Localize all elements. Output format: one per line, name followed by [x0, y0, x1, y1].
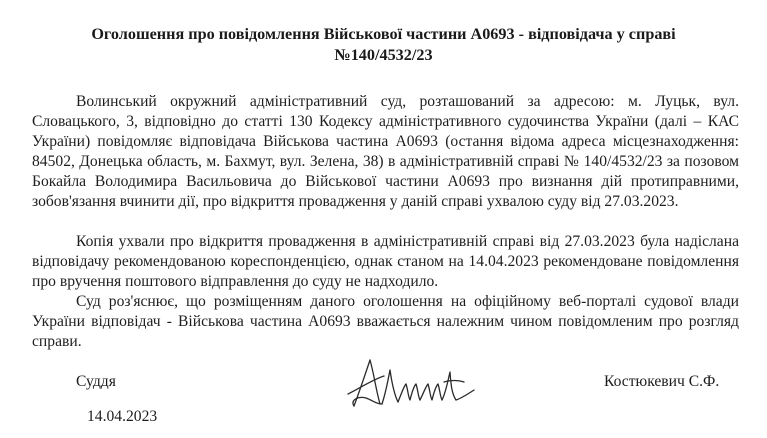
- signer-name: Костюкевич С.Ф.: [604, 373, 720, 390]
- signer-role: Суддя: [76, 373, 116, 390]
- document-date: 14.04.2023: [87, 408, 158, 425]
- document-title-line-2: №140/4532/23: [334, 46, 433, 64]
- paragraph-explanation: Суд роз'яснює, що розміщенням даного оголошення на офіційному веб-порталі судової влади України відповідач - Військова частина А0693 вважається належним чином повідомленим про розгляд справи.: [32, 293, 739, 350]
- paragraph-notice: Волинський окружний адміністративний суд, розташований за адресою: м. Луцьк, вул. Словацького, 3, відповідно до статті 130 Кодексу адміністративного судочинства України (далі – КАС України) повідомляє відповідача Військова частина А0693 (остання відома адреса місцезнаходження: 84502, Донецька область, м. Бахмут, вул. Зелена, 38) в адміністративній справі № 140/4532/23 за позовом Бокайла Володимира Васильовича до Військової частини А0693 про визнання дій протиправними, зобов'язання вчинити дії, про відкриття провадження у даній справі ухвалою суду від 27.03.2023.: [32, 93, 739, 210]
- document-title-line-1: Оголошення про повідомлення Військової частини А0693 - відповідача у справі: [91, 25, 676, 43]
- handwritten-signature: [340, 350, 480, 412]
- paragraph-copy-sent: Копія ухвали про відкриття провадження в адміністративній справі від 27.03.2023 була надіслана відповідачу рекомендованою кореспонденцією, однак станом на 14.04.2023 рекомендоване повідомлення про вручення поштового відправлення до суду не надходило.: [32, 233, 739, 290]
